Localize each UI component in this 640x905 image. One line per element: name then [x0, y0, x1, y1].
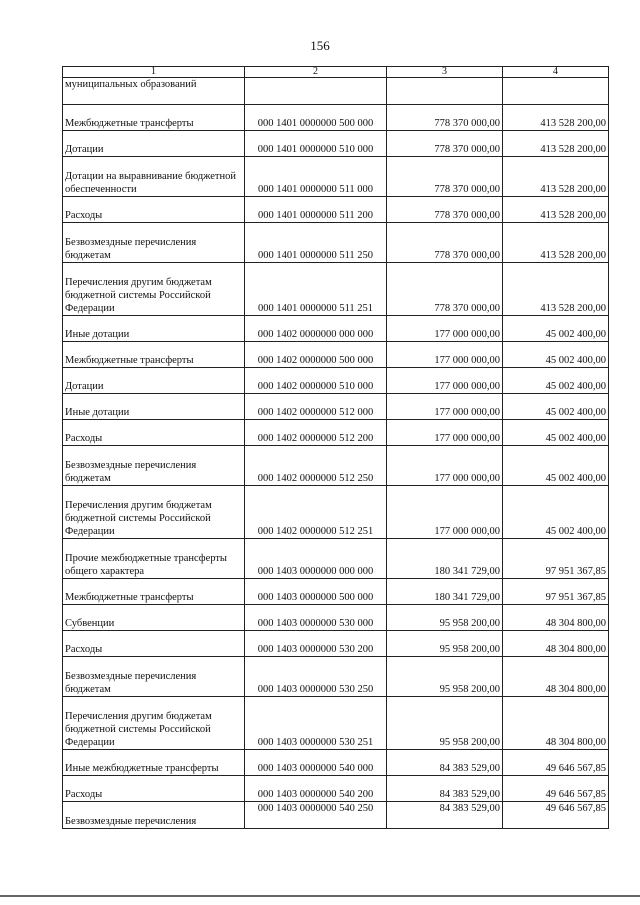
row-code: 000 1403 0000000 000 000 [245, 539, 387, 579]
table-row [63, 394, 609, 420]
row-value-col3: 84 383 529,00 [387, 750, 503, 776]
row-value-col4: 45 002 400,00 [503, 420, 609, 446]
row-name: Перечисления другим бюджетам бюджетной системы Российской Федерации [63, 263, 245, 316]
table-row [63, 539, 609, 579]
row-code: 000 1403 0000000 500 000 [245, 579, 387, 605]
row-value-col3: 177 000 000,00 [387, 368, 503, 394]
table-row [63, 105, 609, 131]
row-value-col3: 177 000 000,00 [387, 394, 503, 420]
row-value-col4: 49 646 567,85 [503, 750, 609, 776]
row-value-col3: 177 000 000,00 [387, 420, 503, 446]
table-row [63, 316, 609, 342]
row-code: 000 1402 0000000 512 000 [245, 394, 387, 420]
row-code: 000 1402 0000000 512 200 [245, 420, 387, 446]
row-value-col4: 45 002 400,00 [503, 394, 609, 420]
row-value-col3: 180 341 729,00 [387, 579, 503, 605]
row-code: 000 1403 0000000 540 250 [245, 802, 387, 829]
row-value-col3: 95 958 200,00 [387, 657, 503, 697]
row-name: Расходы [63, 776, 245, 802]
row-name: Иные дотации [63, 394, 245, 420]
row-code: 000 1402 0000000 512 250 [245, 446, 387, 486]
page-number: 156 [310, 38, 330, 53]
column-header: 1 [63, 67, 245, 78]
row-code: 000 1401 0000000 511 251 [245, 263, 387, 316]
row-name: Расходы [63, 197, 245, 223]
row-name: Межбюджетные трансферты [63, 579, 245, 605]
row-value-col3: 95 958 200,00 [387, 631, 503, 657]
row-value-col4: 45 002 400,00 [503, 368, 609, 394]
column-header: 4 [503, 67, 609, 78]
row-code: 000 1401 0000000 511 000 [245, 157, 387, 197]
row-value-col3: 177 000 000,00 [387, 486, 503, 539]
row-name: Расходы [63, 420, 245, 446]
table-row [63, 605, 609, 631]
table-row [63, 486, 609, 539]
row-code: 000 1403 0000000 530 000 [245, 605, 387, 631]
row-value-col3: 95 958 200,00 [387, 605, 503, 631]
table-row [63, 750, 609, 776]
row-code: 000 1401 0000000 500 000 [245, 105, 387, 131]
row-name: Безвозмездные перечисления [63, 802, 245, 829]
row-name: Безвозмездные перечисления бюджетам [63, 446, 245, 486]
table-row [63, 657, 609, 697]
row-value-col4: 413 528 200,00 [503, 223, 609, 263]
row-value-col4: 413 528 200,00 [503, 105, 609, 131]
row-value-col3: 177 000 000,00 [387, 446, 503, 486]
row-code: 000 1403 0000000 540 200 [245, 776, 387, 802]
table-row [63, 579, 609, 605]
row-value-col4 [503, 78, 609, 105]
row-name: Перечисления другим бюджетам бюджетной системы Российской Федерации [63, 486, 245, 539]
row-name: Расходы [63, 631, 245, 657]
row-code: 000 1402 0000000 500 000 [245, 342, 387, 368]
row-value-col4: 97 951 367,85 [503, 539, 609, 579]
row-code: 000 1402 0000000 510 000 [245, 368, 387, 394]
row-value-col3: 180 341 729,00 [387, 539, 503, 579]
row-code: 000 1401 0000000 511 250 [245, 223, 387, 263]
row-name: Иные межбюджетные трансферты [63, 750, 245, 776]
row-value-col4: 45 002 400,00 [503, 342, 609, 368]
row-code: 000 1403 0000000 530 200 [245, 631, 387, 657]
row-value-col3: 778 370 000,00 [387, 197, 503, 223]
row-code: 000 1403 0000000 540 000 [245, 750, 387, 776]
table-row [63, 342, 609, 368]
row-value-col4: 49 646 567,85 [503, 802, 609, 829]
row-value-col4: 48 304 800,00 [503, 605, 609, 631]
row-code: 000 1401 0000000 510 000 [245, 131, 387, 157]
row-value-col4: 45 002 400,00 [503, 316, 609, 342]
row-code: 000 1402 0000000 000 000 [245, 316, 387, 342]
table-row [63, 263, 609, 316]
row-value-col4: 413 528 200,00 [503, 263, 609, 316]
row-value-col3: 778 370 000,00 [387, 131, 503, 157]
row-name: Дотации [63, 131, 245, 157]
row-value-col4: 48 304 800,00 [503, 697, 609, 750]
row-value-col4: 48 304 800,00 [503, 631, 609, 657]
row-name: Субвенции [63, 605, 245, 631]
table-row [63, 776, 609, 802]
row-name: Прочие межбюджетные трансферты общего характера [63, 539, 245, 579]
table-row [63, 223, 609, 263]
table-row [63, 368, 609, 394]
row-value-col3: 84 383 529,00 [387, 776, 503, 802]
row-code: 000 1403 0000000 530 251 [245, 697, 387, 750]
row-code: 000 1402 0000000 512 251 [245, 486, 387, 539]
header-row [63, 67, 609, 78]
row-value-col4: 49 646 567,85 [503, 776, 609, 802]
row-value-col3: 778 370 000,00 [387, 157, 503, 197]
row-value-col4: 48 304 800,00 [503, 657, 609, 697]
row-value-col3: 778 370 000,00 [387, 223, 503, 263]
row-value-col3 [387, 78, 503, 105]
row-code: 000 1401 0000000 511 200 [245, 197, 387, 223]
column-header: 3 [387, 67, 503, 78]
row-value-col3: 177 000 000,00 [387, 316, 503, 342]
row-code [245, 78, 387, 105]
row-value-col4: 413 528 200,00 [503, 157, 609, 197]
row-name: Безвозмездные перечисления бюджетам [63, 223, 245, 263]
table-row [63, 157, 609, 197]
row-name: Безвозмездные перечисления бюджетам [63, 657, 245, 697]
row-value-col4: 45 002 400,00 [503, 446, 609, 486]
row-value-col3: 177 000 000,00 [387, 342, 503, 368]
row-name: Межбюджетные трансферты [63, 342, 245, 368]
row-value-col3: 84 383 529,00 [387, 802, 503, 829]
table-row [63, 420, 609, 446]
row-value-col4: 97 951 367,85 [503, 579, 609, 605]
table-row [63, 131, 609, 157]
row-name: Перечисления другим бюджетам бюджетной системы Российской Федерации [63, 697, 245, 750]
row-value-col3: 95 958 200,00 [387, 697, 503, 750]
row-value-col4: 45 002 400,00 [503, 486, 609, 539]
table-row [63, 802, 609, 829]
row-value-col4: 413 528 200,00 [503, 197, 609, 223]
page-bottom-rule [0, 895, 640, 897]
row-name: Дотации на выравнивание бюджетной обеспеченности [63, 157, 245, 197]
row-name: Дотации [63, 368, 245, 394]
row-value-col3: 778 370 000,00 [387, 105, 503, 131]
table-row [63, 197, 609, 223]
budget-table [62, 66, 609, 829]
row-value-col4: 413 528 200,00 [503, 131, 609, 157]
row-name: Иные дотации [63, 316, 245, 342]
row-name: муниципальных образований [63, 78, 245, 105]
table-row [63, 446, 609, 486]
row-code: 000 1403 0000000 530 250 [245, 657, 387, 697]
row-value-col3: 778 370 000,00 [387, 263, 503, 316]
budget-table-body [63, 67, 609, 829]
table-row [63, 697, 609, 750]
table-row [63, 78, 609, 105]
column-header: 2 [245, 67, 387, 78]
table-row [63, 631, 609, 657]
row-name: Межбюджетные трансферты [63, 105, 245, 131]
